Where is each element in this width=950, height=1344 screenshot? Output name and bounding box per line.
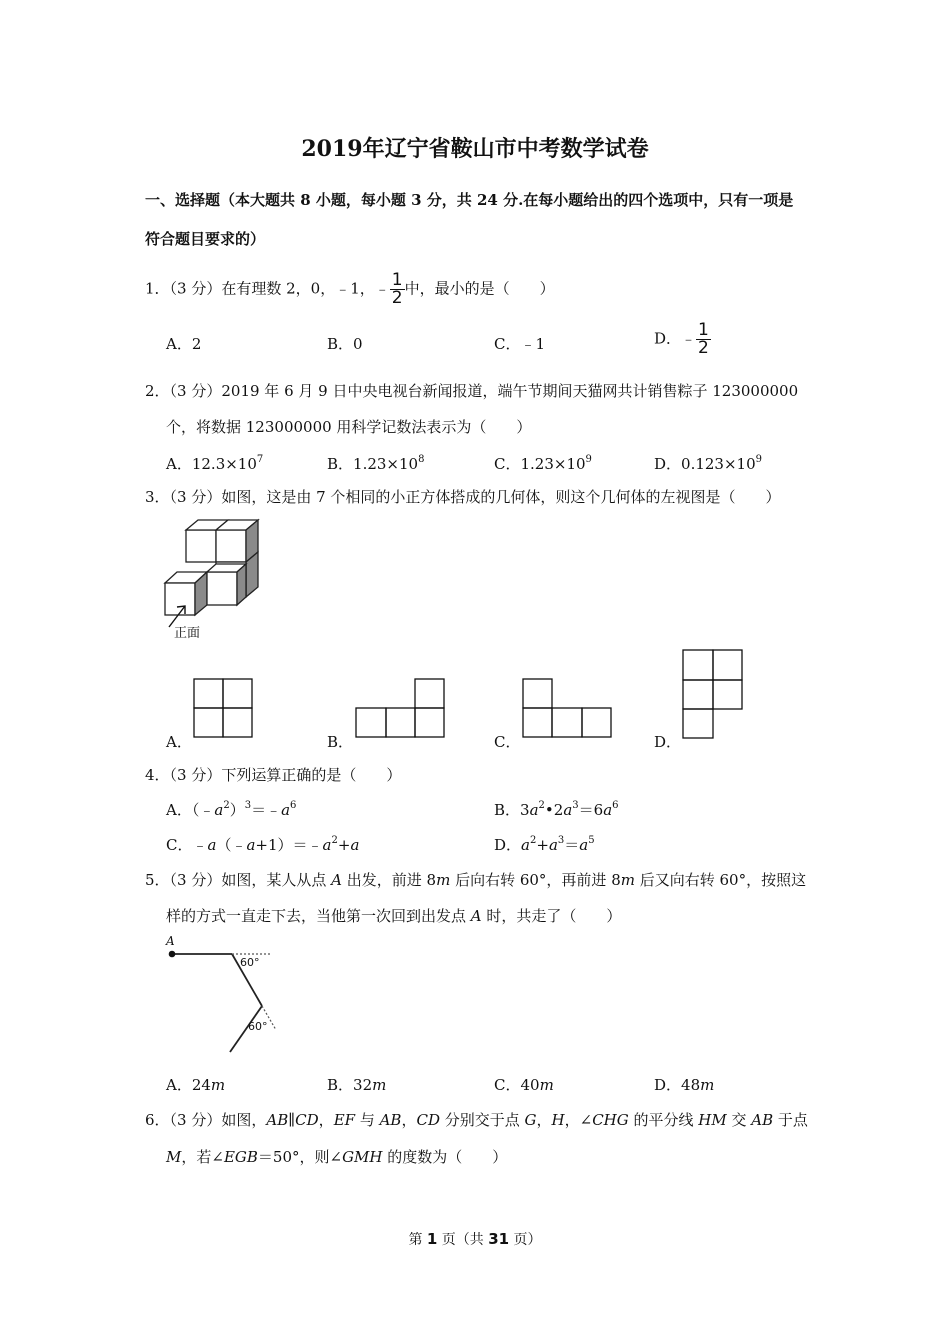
q5-l2a: 样的方式一直走下去，当他第一次回到出发点 bbox=[166, 907, 471, 925]
q2-option-b-label: B． bbox=[327, 455, 354, 473]
q5-l1d: 后又向右转 60°，按照这 bbox=[634, 871, 807, 889]
q5-point-a-dot bbox=[169, 951, 176, 958]
q2-option-a bbox=[166, 453, 263, 474]
q6-chg: CHG bbox=[592, 1111, 629, 1129]
q6-cd: CD bbox=[295, 1111, 319, 1129]
q2-option-d-exp: 9 bbox=[755, 454, 763, 465]
q5-line2 bbox=[166, 905, 621, 926]
q5-l1b: 出发，前进 8 bbox=[341, 871, 437, 889]
q3-option-a: A． bbox=[166, 733, 192, 751]
q6-g: G bbox=[524, 1111, 537, 1129]
q6-l2a: ，若∠ bbox=[181, 1148, 224, 1166]
q2-option-d bbox=[654, 453, 762, 474]
q1-option-d-prefix: D．﹣ bbox=[654, 329, 697, 348]
q5-option-d-unit: m bbox=[700, 1076, 715, 1094]
q5-fig-point-label: A bbox=[166, 934, 175, 948]
q6-l1a: 6．（3 分）如图， bbox=[145, 1111, 267, 1129]
q1-frac-den: 2 bbox=[391, 288, 403, 308]
section-header-line1: 一、选择题（本大题共 8 小题，每小题 3 分，共 24 分.在每小题给出的四个选项中，只有一项是 bbox=[145, 191, 794, 209]
q1-frac-num: 1 bbox=[391, 270, 403, 290]
q3-front-label: 正面 bbox=[174, 626, 201, 641]
page-footer bbox=[0, 1229, 950, 1249]
q5-unit-2: m bbox=[620, 871, 635, 889]
q2-option-b-exp: 8 bbox=[418, 454, 425, 465]
q6-l1f: ，∠ bbox=[564, 1111, 593, 1129]
q2-line2: 个，将数据 123000000 用科学记数法表示为（ ） bbox=[166, 418, 532, 436]
q1-option-c: C．﹣1 bbox=[494, 335, 546, 353]
q3-option-d-figure bbox=[682, 649, 744, 741]
q5-option-d bbox=[654, 1074, 714, 1095]
q6-comma: ， bbox=[536, 1111, 552, 1129]
q4-option-d-label: D． bbox=[494, 836, 522, 854]
q4-option-b-label: B． bbox=[494, 801, 521, 819]
q2-option-c-exp: 9 bbox=[585, 454, 592, 465]
q5-option-c-unit: m bbox=[539, 1076, 554, 1094]
q4-text: 4．（3 分）下列运算正确的是（ ） bbox=[145, 766, 402, 784]
q5-option-c-text: C．40 bbox=[494, 1076, 540, 1094]
q5-point: A bbox=[331, 871, 342, 889]
q5-fig-angle1: 60° bbox=[240, 956, 260, 969]
q6-ab: AB bbox=[266, 1111, 289, 1129]
q6-l2b: ＝50°，则∠ bbox=[257, 1148, 343, 1166]
q5-option-d-text: D．48 bbox=[654, 1076, 701, 1094]
q5-option-a-unit: m bbox=[210, 1076, 226, 1094]
q6-gmh: GMH bbox=[342, 1148, 383, 1166]
q5-option-a-text: A．24 bbox=[166, 1076, 211, 1094]
footer-page-number: 1 bbox=[426, 1230, 438, 1248]
q2-option-c-base: 1.23×10 bbox=[520, 455, 586, 473]
q1-fraction bbox=[390, 272, 405, 307]
q1-option-d bbox=[654, 322, 711, 357]
q6-ab-3: AB bbox=[751, 1111, 774, 1129]
q6-hm: HM bbox=[698, 1111, 727, 1129]
q4-option-a: A．$(﹣a^2)^3=﹣a^6$ bbox=[166, 800, 297, 819]
q6-l2c: 的度数为（ ） bbox=[382, 1148, 508, 1166]
q2-option-a-base: 12.3×10 bbox=[191, 455, 257, 473]
q2-option-a-label: A． bbox=[166, 455, 192, 473]
q3-option-c-figure bbox=[522, 678, 614, 740]
q5-option-a bbox=[166, 1074, 225, 1095]
q2-option-b-base: 1.23×10 bbox=[353, 455, 419, 473]
q2-option-c-label: C． bbox=[494, 455, 521, 473]
q5-option-c bbox=[494, 1074, 554, 1095]
q6-ef: EF bbox=[333, 1111, 356, 1129]
q5-option-b-text: B．32 bbox=[327, 1076, 373, 1094]
footer-total-pages: 31 bbox=[488, 1230, 510, 1248]
q5-path-figure bbox=[160, 932, 290, 1057]
q2-option-d-base: 0.123×10 bbox=[681, 455, 756, 473]
q2-option-d-label: D． bbox=[654, 455, 682, 473]
q3-option-c: C． bbox=[494, 733, 521, 751]
q2-line1: 2．（3 分）2019 年 6 月 9 日中央电视台新闻报道，端午节期间天猫网共计销售粽子 123000000 bbox=[145, 382, 799, 400]
footer-suffix: 页） bbox=[509, 1232, 542, 1248]
q3-text: 3．（3 分）如图，这是由 7 个相同的小正方体搭成的几何体，则这个几何体的左视图是（ ） bbox=[145, 488, 781, 506]
q6-l1i: 于点 bbox=[773, 1111, 808, 1129]
q6-ab-2: AB bbox=[379, 1111, 402, 1129]
q4-option-c-label: C． bbox=[166, 836, 193, 854]
q1-option-d-den: 2 bbox=[698, 338, 709, 358]
q6-line1 bbox=[145, 1109, 808, 1130]
q6-l1g: 的平分线 bbox=[628, 1111, 699, 1129]
q5-line1 bbox=[145, 869, 806, 890]
question-1 bbox=[145, 272, 555, 307]
q6-l1c: 与 bbox=[355, 1111, 380, 1129]
q1-option-a: A．2 bbox=[166, 335, 202, 353]
q5-l1a: 5．（3 分）如图，某人从点 bbox=[145, 871, 332, 889]
q4-option-c: C．$﹣a(﹣a+1)=﹣a^2+a$ bbox=[166, 835, 360, 854]
q6-l1h: 交 bbox=[726, 1111, 752, 1129]
q6-parallel: ∥ bbox=[288, 1111, 296, 1129]
q6-l1e: 分别交于点 bbox=[439, 1111, 525, 1129]
section-header-line2: 符合题目要求的） bbox=[145, 230, 266, 248]
q2-option-a-exp: 7 bbox=[256, 454, 264, 465]
q5-option-b bbox=[327, 1074, 386, 1095]
q2-option-c bbox=[494, 453, 592, 474]
q3-option-d: D． bbox=[654, 733, 682, 751]
q5-l2b: 时，共走了（ ） bbox=[481, 907, 622, 925]
q1-option-b: B．0 bbox=[327, 335, 363, 353]
q5-fig-angle2: 60° bbox=[248, 1020, 268, 1033]
q4-option-d: D．$a^2+a^3=a^5$ bbox=[494, 835, 595, 854]
q1-suffix: 中，最小的是（ ） bbox=[404, 279, 555, 298]
q5-option-b-unit: m bbox=[372, 1076, 387, 1094]
q1-prefix: 1．（3 分）在有理数 2，0，﹣1，﹣ bbox=[145, 279, 390, 298]
q5-l1c: 后向右转 60°，再前进 8 bbox=[450, 871, 621, 889]
q6-m: M bbox=[166, 1148, 182, 1166]
q5-unit: m bbox=[436, 871, 451, 889]
q3-option-a-figure bbox=[193, 678, 254, 740]
q5-point-2: A bbox=[470, 907, 482, 925]
q6-cd-2: CD bbox=[416, 1111, 440, 1129]
q6-h: H bbox=[551, 1111, 565, 1129]
q6-l1d: ， bbox=[401, 1111, 417, 1129]
q6-egb: EGB bbox=[223, 1148, 258, 1166]
q1-option-d-fraction bbox=[696, 322, 711, 357]
footer-middle: 页（共 bbox=[437, 1232, 489, 1248]
page-title: 2019年辽宁省鞍山市中考数学试卷 bbox=[301, 136, 649, 162]
q4-option-b: B．$3a^2•2a^3=6a^6$ bbox=[494, 800, 619, 819]
footer-prefix: 第 bbox=[408, 1232, 427, 1248]
q1-option-d-num: 1 bbox=[698, 320, 709, 340]
q4-option-a-label: A． bbox=[166, 801, 192, 819]
q3-option-b: B． bbox=[327, 733, 354, 751]
q3-cube-figure bbox=[155, 515, 270, 645]
q2-option-b bbox=[327, 453, 424, 474]
q6-line2 bbox=[166, 1146, 507, 1167]
q6-l1b: ， bbox=[318, 1111, 334, 1129]
q3-option-b-figure bbox=[355, 678, 447, 740]
